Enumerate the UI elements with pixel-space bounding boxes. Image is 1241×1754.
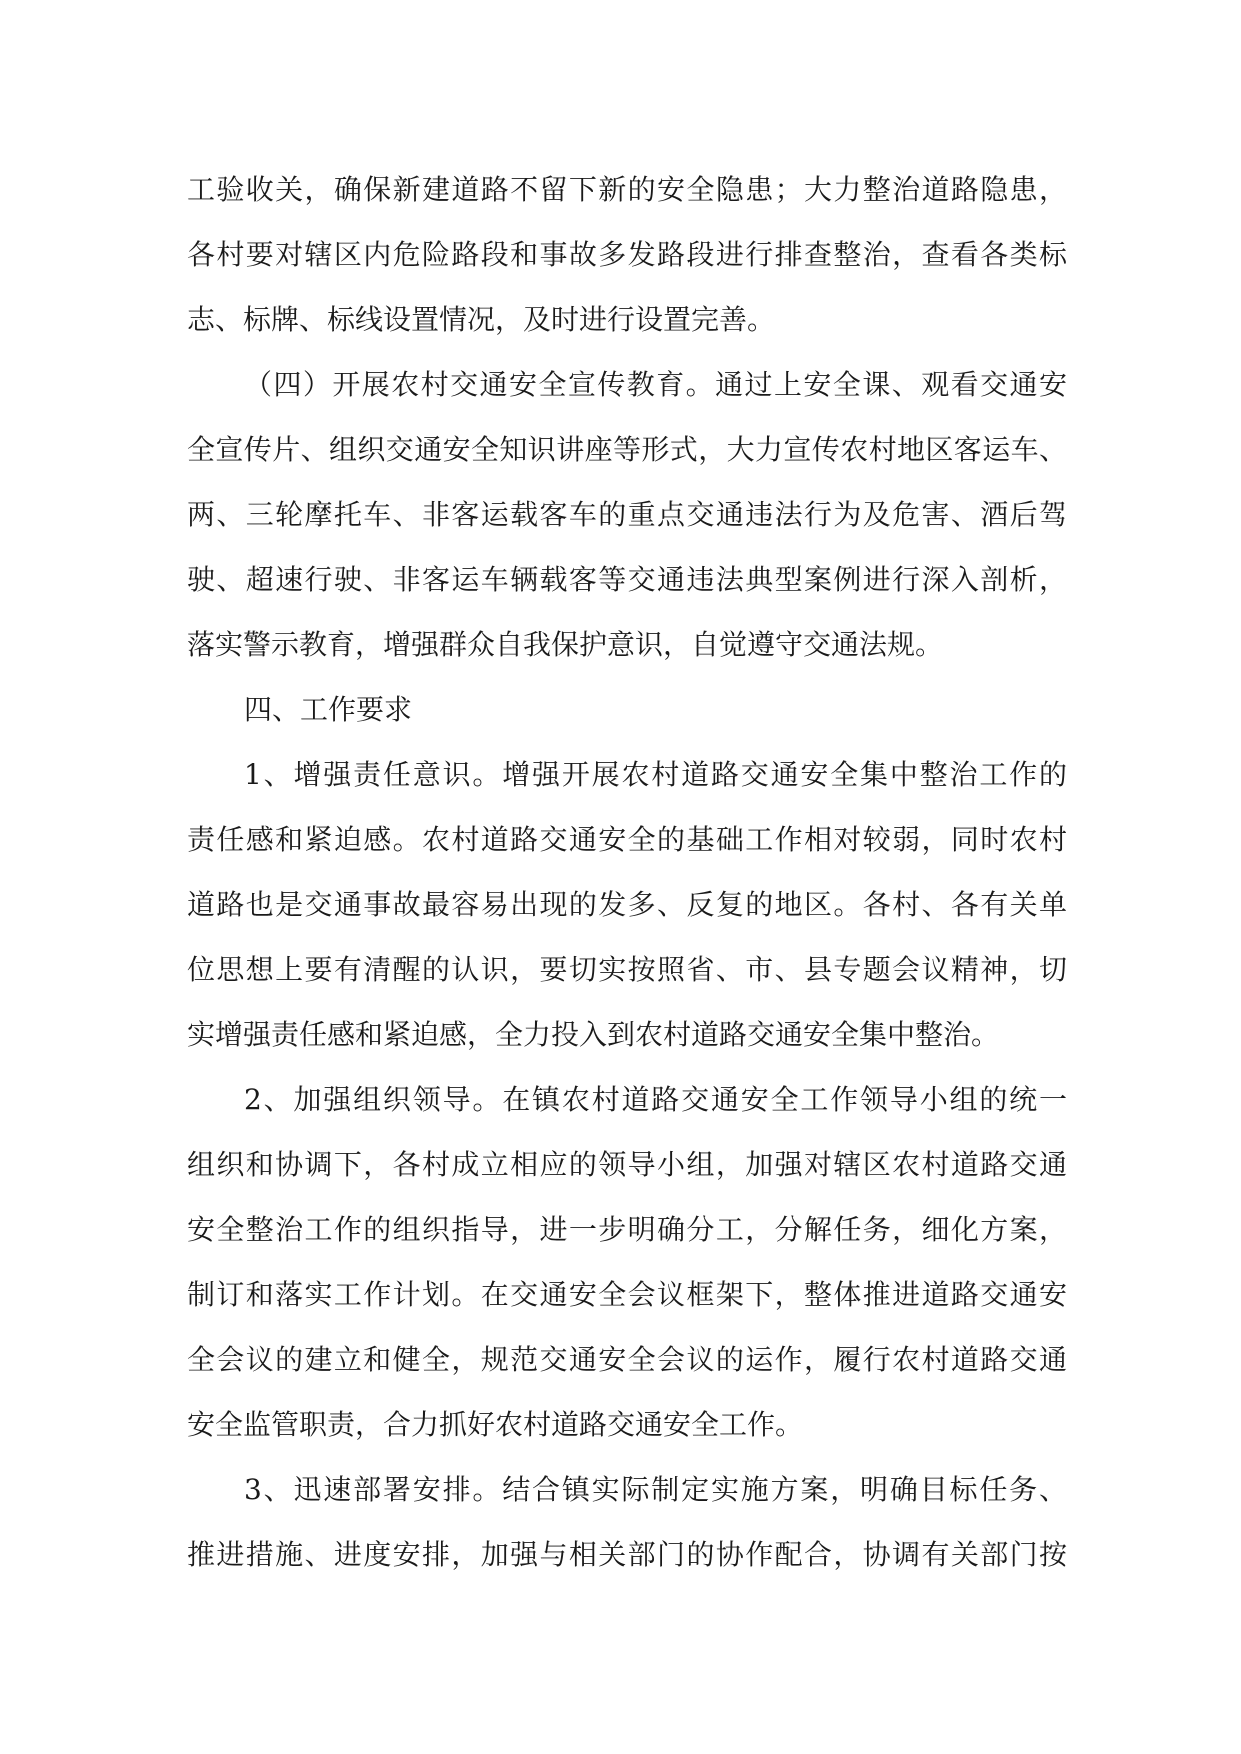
text-line: 位思想上要有清醒的认识，要切实按照省、市、县专题会议精神，切: [187, 953, 1067, 986]
paragraph: [187, 1457, 1067, 1587]
paragraph: [187, 742, 1067, 1067]
text-line: 工验收关，确保新建道路不留下新的安全隐患；大力整治道路隐患，: [187, 173, 1067, 206]
text-line: 2、加强组织领导。在镇农村道路交通安全工作领导小组的统一: [244, 1083, 1067, 1116]
text-line: 安全监管职责，合力抓好农村道路交通安全工作。: [187, 1408, 804, 1441]
text-line: 志、标牌、标线设置情况，及时进行设置完善。: [187, 303, 776, 336]
document-body: [187, 157, 1067, 1587]
text-line: 1、增强责任意识。增强开展农村道路交通安全集中整治工作的: [244, 758, 1067, 791]
text-line: 两、三轮摩托车、非客运载客车的重点交通违法行为及危害、酒后驾: [187, 498, 1067, 531]
text-line: 组织和协调下，各村成立相应的领导小组，加强对辖区农村道路交通: [187, 1148, 1067, 1181]
text-line: 制订和落实工作计划。在交通安全会议框架下，整体推进道路交通安: [187, 1278, 1067, 1311]
text-line: 实增强责任感和紧迫感，全力投入到农村道路交通安全集中整治。: [187, 1018, 1000, 1051]
text-line: 责任感和紧迫感。农村道路交通安全的基础工作相对较弱，同时农村: [187, 823, 1067, 856]
text-line: 安全整治工作的组织指导，进一步明确分工，分解任务，细化方案，: [187, 1213, 1067, 1246]
text-line: 全会议的建立和健全，规范交通安全会议的运作，履行农村道路交通: [187, 1343, 1067, 1376]
text-line: 道路也是交通事故最容易出现的发多、反复的地区。各村、各有关单: [187, 888, 1067, 921]
text-line: 3、迅速部署安排。结合镇实际制定实施方案，明确目标任务、: [244, 1473, 1067, 1506]
section-heading: [187, 677, 1067, 742]
heading-text: 四、工作要求: [244, 693, 413, 726]
text-line: 各村要对辖区内危险路段和事故多发路段进行排查整治，查看各类标: [187, 238, 1067, 271]
paragraph: [187, 157, 1067, 352]
text-line: 全宣传片、组织交通安全知识讲座等形式，大力宣传农村地区客运车、: [187, 433, 1067, 466]
text-line: 落实警示教育，增强群众自我保护意识，自觉遵守交通法规。: [187, 628, 944, 661]
text-line: 推进措施、进度安排，加强与相关部门的协作配合，协调有关部门按: [187, 1538, 1067, 1571]
paragraph: [187, 1067, 1067, 1457]
text-line: （四）开展农村交通安全宣传教育。通过上安全课、观看交通安: [244, 368, 1067, 401]
text-line: 驶、超速行驶、非客运车辆载客等交通违法典型案例进行深入剖析，: [187, 563, 1067, 596]
paragraph: [187, 352, 1067, 677]
